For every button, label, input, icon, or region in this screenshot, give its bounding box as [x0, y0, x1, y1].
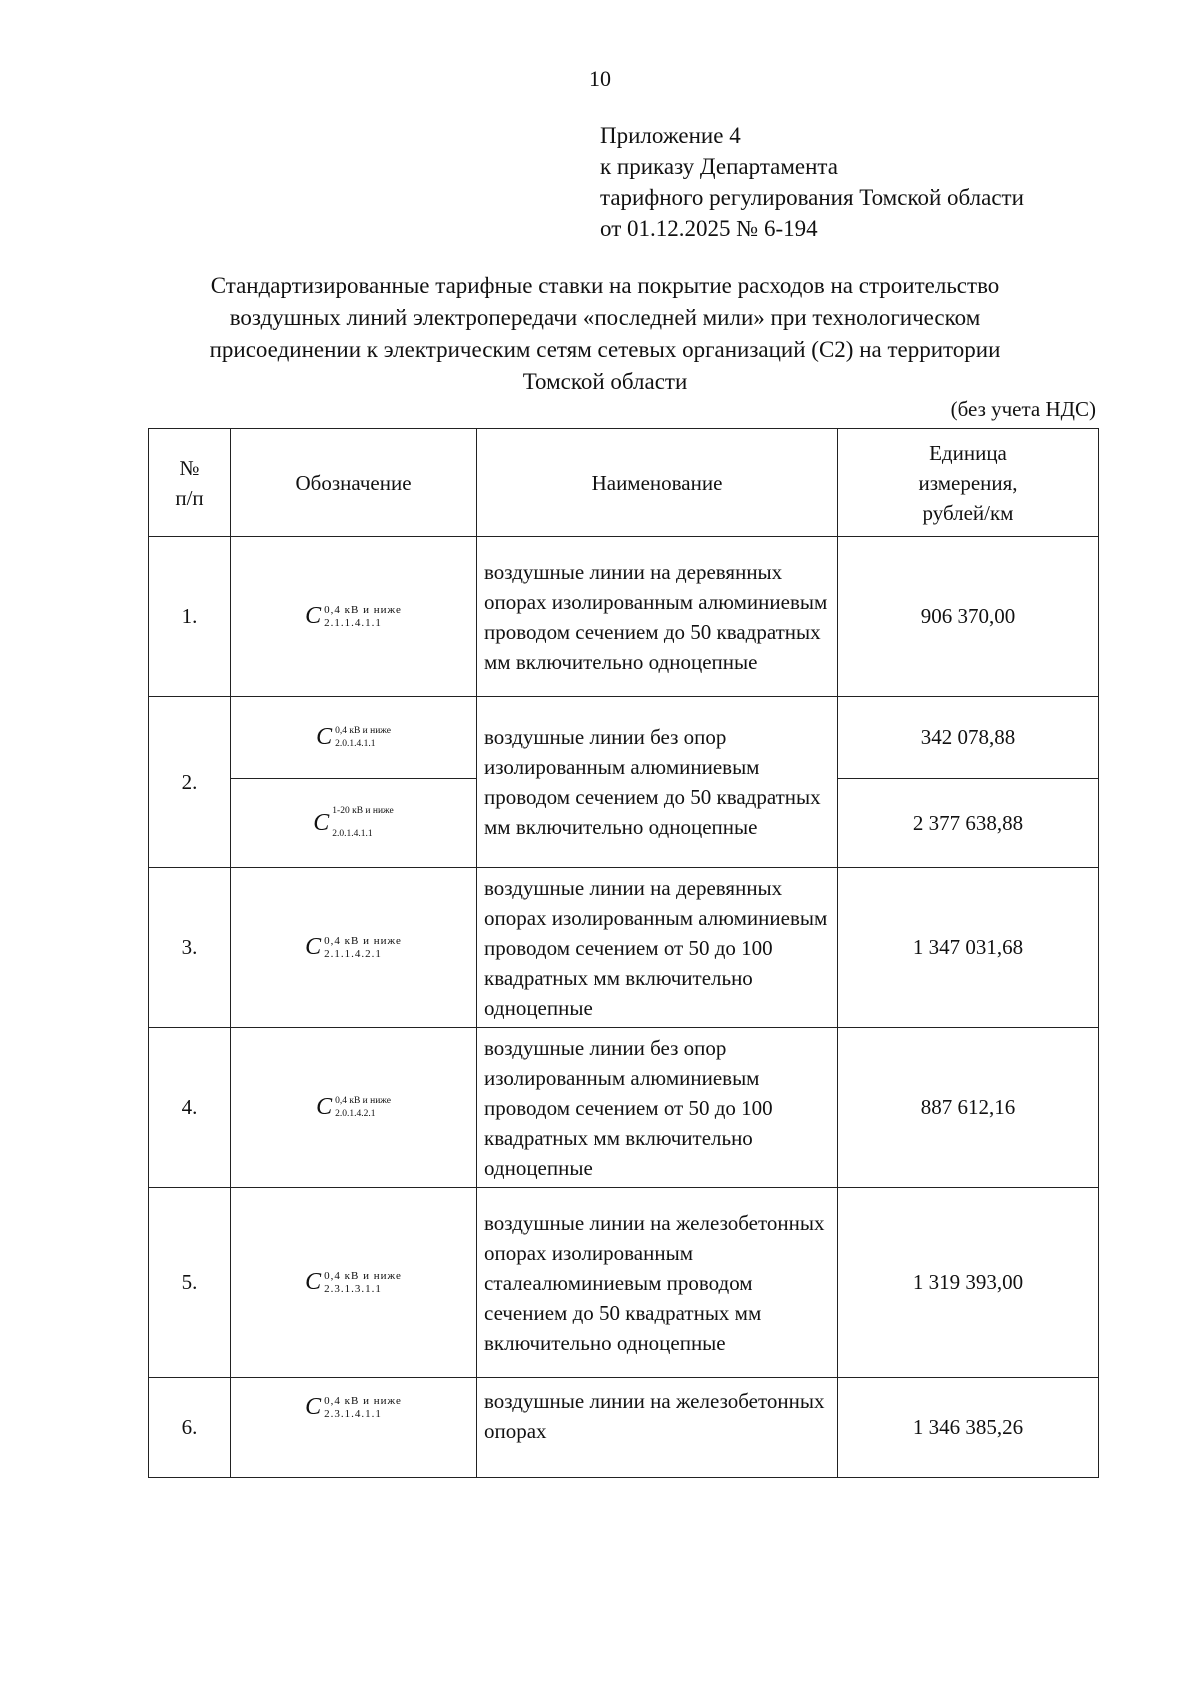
appendix-line: к приказу Департамента: [600, 154, 838, 179]
tariff-symbol: [316, 724, 391, 751]
row-value: 1 346 385,26: [838, 1378, 1099, 1478]
symbol-letter: C: [316, 724, 333, 750]
header-unit-line: измерения,: [918, 470, 1018, 495]
header-num: [149, 429, 231, 537]
symbol-subscript: 2.0.1.4.2.1: [335, 1108, 376, 1119]
row-number: 5.: [149, 1188, 231, 1378]
row-name: воздушные линии на деревянных опорах изолированным алюминиевым проводом сечением от 50 до 100 квадратных мм включительно одноцепные: [477, 868, 838, 1028]
header-designation: Обозначение: [231, 429, 477, 537]
vat-note: (без учета НДС): [950, 397, 1096, 421]
tariff-symbol: [305, 1394, 402, 1421]
symbol-letter: C: [305, 934, 322, 960]
row-designation: [231, 537, 477, 697]
symbol-letter: C: [313, 809, 330, 836]
tariff-symbol: [305, 603, 402, 630]
symbol-superscript: 0,4 кВ и ниже: [324, 1394, 402, 1407]
row-value: 906 370,00: [838, 537, 1099, 697]
symbol-subscript: 2.0.1.4.1.1: [335, 738, 376, 749]
symbol-superscript: 0,4 кВ и ниже: [324, 934, 402, 947]
row-designation: [231, 1378, 477, 1478]
row-value: 887 612,16: [838, 1028, 1099, 1188]
row-value: 342 078,88: [838, 697, 1099, 779]
header-name: Наименование: [477, 429, 838, 537]
header-num-line: п/п: [175, 485, 204, 510]
header-unit-line: Единица: [929, 440, 1007, 465]
row-name: воздушные линии без опор изолированным алюминиевым проводом сечением до 50 квадратных мм включительно одноцепные: [477, 697, 838, 868]
symbol-superscript: 1-20 кВ и ниже: [332, 806, 394, 816]
symbol-superscript: 0,4 кВ и ниже: [324, 1269, 402, 1282]
appendix-line: от 01.12.2025 № 6-194: [600, 216, 818, 241]
header-row: [149, 429, 1099, 537]
header-unit: [838, 429, 1099, 537]
row-designation: [231, 697, 477, 779]
symbol-letter: C: [305, 1394, 322, 1420]
header-num-line: №: [179, 455, 200, 480]
row-name: воздушные линии без опор изолированным алюминиевым проводом сечением от 50 до 100 квадратных мм включительно одноцепные: [477, 1028, 838, 1188]
table-row: [149, 1378, 1099, 1478]
appendix-line: тарифного регулирования Томской области: [600, 185, 1024, 210]
symbol-subscript: 2.0.1.4.1.1: [332, 829, 373, 839]
row-name: воздушные линии на железобетонных опорах изолированным сталеалюминиевым проводом сечением до 50 квадратных мм включительно одноцепные: [477, 1188, 838, 1378]
row-designation: [231, 1188, 477, 1378]
table-row: [149, 697, 1099, 779]
document-title: [150, 270, 1060, 398]
tariff-symbol: [316, 1094, 391, 1121]
table-row: [149, 537, 1099, 697]
symbol-subscript: 2.3.1.3.1.1: [324, 1282, 382, 1295]
row-designation: [231, 1028, 477, 1188]
symbol-superscript: 0,4 кВ и ниже: [324, 603, 402, 616]
table-row: [149, 868, 1099, 1028]
title-line: присоединении к электрическим сетям сетевых организаций (С2) на территории: [209, 337, 1001, 362]
row-value: 1 319 393,00: [838, 1188, 1099, 1378]
header-unit-line: рублей/км: [922, 500, 1014, 525]
row-number: 2.: [149, 697, 231, 868]
table-row: [149, 1028, 1099, 1188]
symbol-subscript: 2.1.1.4.1.1: [324, 616, 382, 629]
row-value: 1 347 031,68: [838, 868, 1099, 1028]
symbol-superscript: 0,4 кВ и ниже: [335, 725, 391, 736]
title-line: воздушных линий электропередачи «последней мили» при технологическом: [229, 305, 981, 330]
row-number: 3.: [149, 868, 231, 1028]
title-line: Томской области: [522, 369, 688, 394]
row-name: воздушные линии на деревянных опорах изолированным алюминиевым проводом сечением до 50 квадратных мм включительно одноцепные: [477, 537, 838, 697]
row-designation: [231, 868, 477, 1028]
symbol-letter: C: [316, 1094, 333, 1120]
row-number: 1.: [149, 537, 231, 697]
tariff-symbol: [313, 805, 393, 841]
symbol-letter: C: [305, 603, 322, 629]
title-line: Стандартизированные тарифные ставки на покрытие расходов на строительство: [210, 273, 1000, 298]
tariff-rates-table: [148, 428, 1099, 1478]
page-number: 10: [589, 66, 611, 91]
appendix-reference: [600, 120, 1024, 244]
row-name: воздушные линии на железобетонных опорах: [477, 1378, 838, 1478]
appendix-line: Приложение 4: [600, 123, 741, 148]
table-row: [149, 1188, 1099, 1378]
symbol-letter: C: [305, 1269, 322, 1295]
tariff-symbol: [305, 1269, 402, 1296]
row-number: 6.: [149, 1378, 231, 1478]
row-designation: [231, 779, 477, 868]
symbol-subscript: 2.1.1.4.2.1: [324, 947, 382, 960]
symbol-superscript: 0,4 кВ и ниже: [335, 1095, 391, 1106]
symbol-subscript: 2.3.1.4.1.1: [324, 1407, 382, 1420]
row-value: 2 377 638,88: [838, 779, 1099, 868]
tariff-symbol: [305, 934, 402, 961]
row-number: 4.: [149, 1028, 231, 1188]
